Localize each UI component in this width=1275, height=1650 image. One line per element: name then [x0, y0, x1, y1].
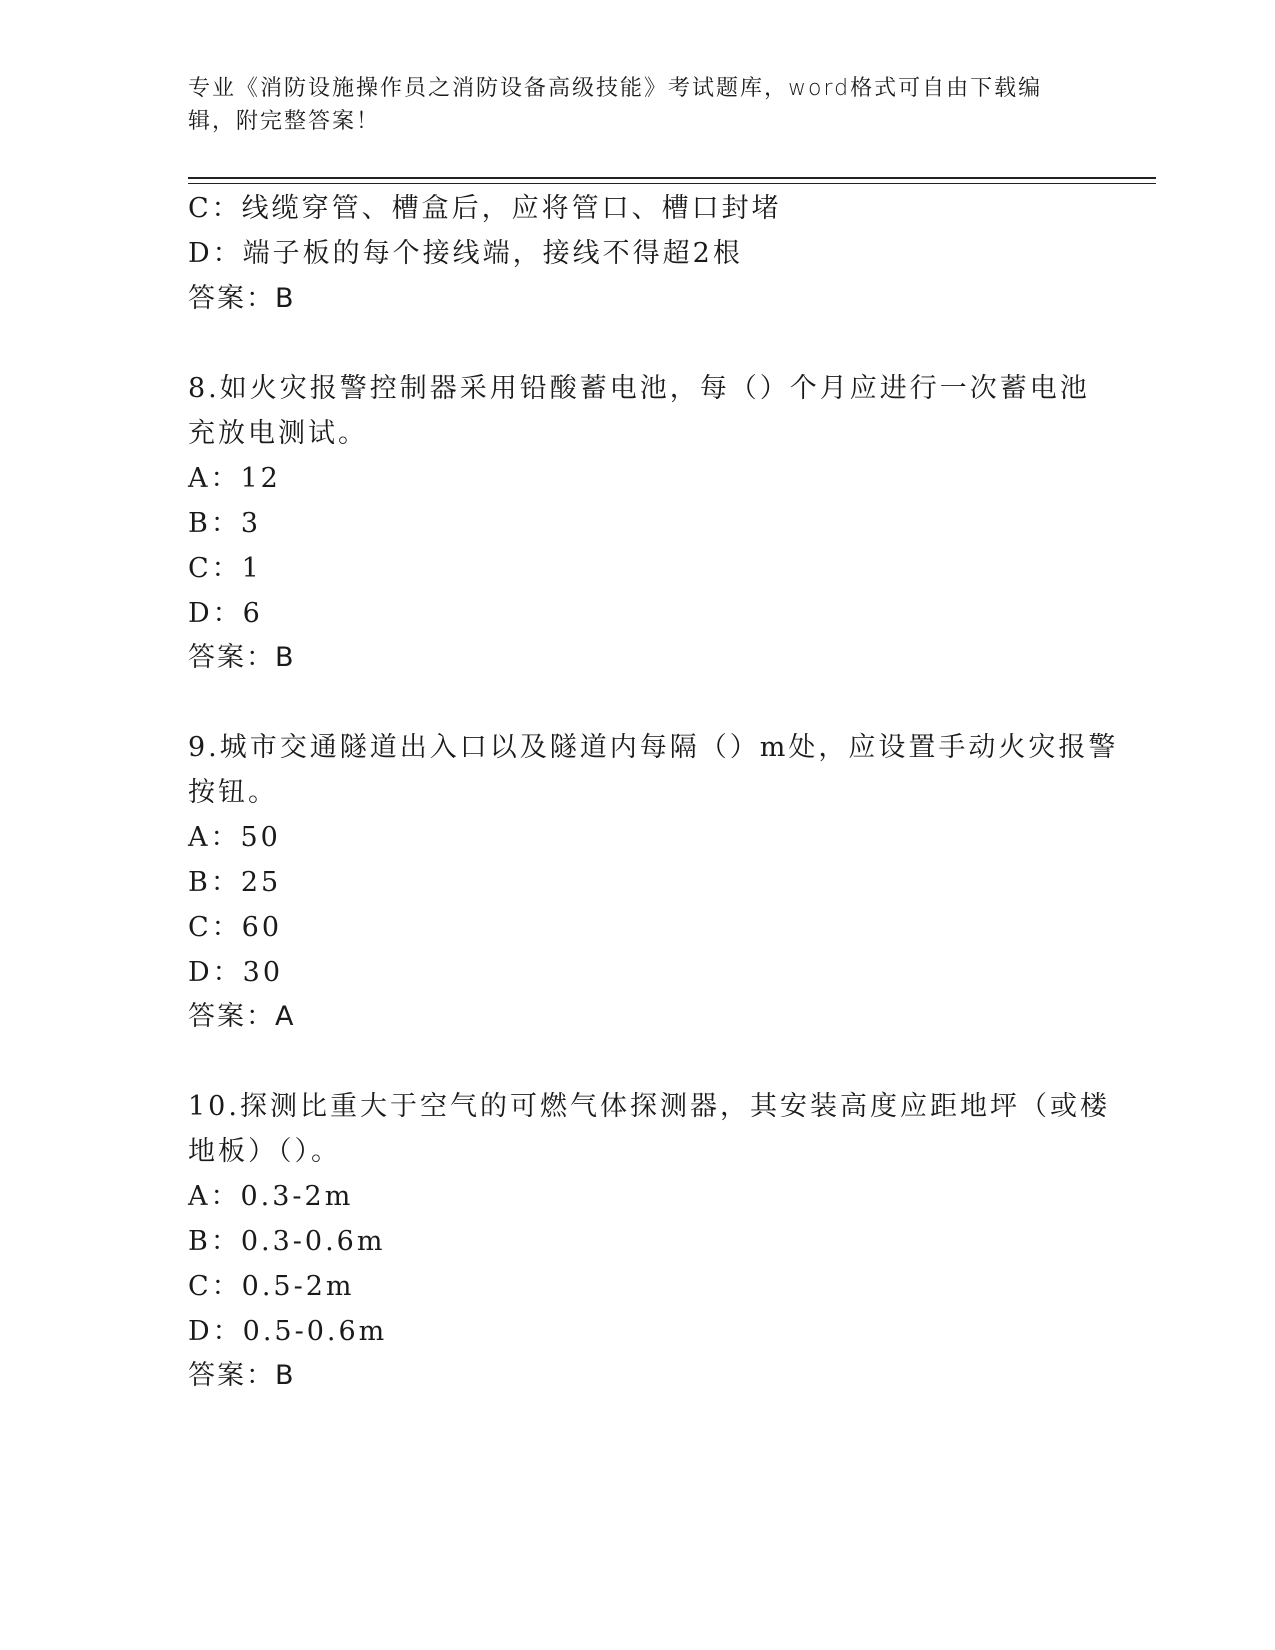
header-line-2: 辑，附完整答案！ — [188, 109, 381, 134]
question-8-answer: 答案：B — [188, 642, 296, 673]
question-8-stem-line-2: 充放电测试。 — [188, 418, 368, 449]
question-10-option-d: D：0.5-0.6m — [188, 1316, 388, 1347]
question-9-stem-line-1: 9.城市交通隧道出入口以及隧道内每隔（）m处，应设置手动火灾报警 — [188, 732, 1119, 763]
question-8-option-a: A：12 — [188, 463, 281, 494]
prev-option-d: D：端子板的每个接线端，接线不得超2根 — [188, 238, 743, 269]
question-10-stem-line-1: 10.探测比重大于空气的可燃气体探测器，其安装高度应距地坪（或楼 — [188, 1091, 1110, 1122]
question-10-option-c: C：0.5-2m — [188, 1271, 355, 1302]
header-divider-thick — [188, 177, 1156, 179]
question-9-option-a: A：50 — [188, 822, 281, 853]
question-9-option-c: C：60 — [188, 912, 283, 943]
question-10-stem-line-2: 地板）（）。 — [188, 1136, 341, 1167]
header-divider-thin — [188, 183, 1156, 184]
prev-answer: 答案：B — [188, 283, 296, 314]
prev-option-c: C：线缆穿管、槽盒后，应将管口、槽口封堵 — [188, 193, 782, 224]
question-10-option-b: B：0.3-0.6m — [188, 1226, 386, 1257]
question-9-option-b: B：25 — [188, 867, 282, 898]
question-8-option-c: C：1 — [188, 553, 262, 584]
page-header — [188, 72, 1088, 138]
question-9-option-d: D：30 — [188, 957, 284, 988]
question-9-stem-line-2: 按钮。 — [188, 777, 278, 808]
question-8-stem-line-1: 8.如火灾报警控制器采用铅酸蓄电池，每（）个月应进行一次蓄电池 — [188, 373, 1090, 404]
question-10-answer: 答案：B — [188, 1360, 296, 1391]
header-line-1: 专业《消防设施操作员之消防设备高级技能》考试题库，word格式可自由下载编 — [188, 76, 1043, 101]
question-10-option-a: A：0.3-2m — [188, 1181, 354, 1212]
question-8-option-d: D：6 — [188, 598, 263, 629]
question-8-option-b: B：3 — [188, 508, 262, 539]
question-9-answer: 答案：A — [188, 1001, 296, 1032]
